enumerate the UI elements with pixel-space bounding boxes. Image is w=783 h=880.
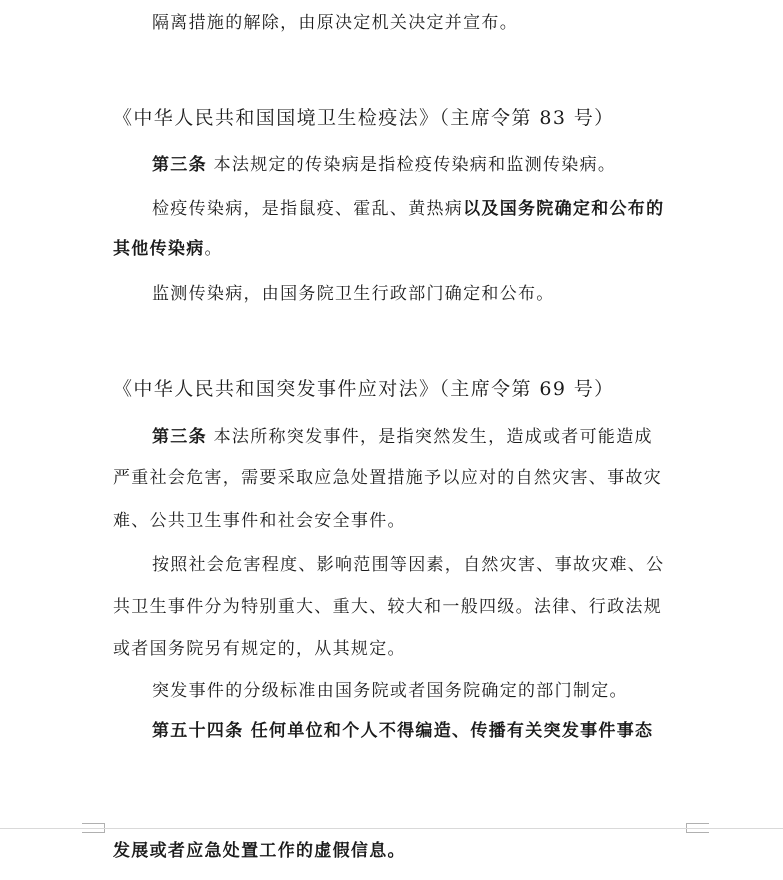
paragraph-text: 。 [204, 239, 223, 259]
paragraph-article-54: 第五十四条 任何单位和个人不得编造、传播有关突发事件事态 [152, 721, 654, 741]
paragraph-article-54-cont: 发展或者应急处置工作的虚假信息。 [113, 841, 406, 861]
paragraph-emergency-article-3 [152, 426, 704, 448]
paragraph-grading-standard: 突发事件的分级标准由国务院或者国务院确定的部门制定。 [152, 681, 628, 701]
paragraph-emergency-levels-line2: 共卫生事件分为特别重大、重大、较大和一般四级。法律、行政法规 [113, 597, 662, 617]
paragraph-quarantine-diseases-cont [113, 238, 665, 260]
paragraph-emergency-article-3-line2: 严重社会危害，需要采取应急处置措施予以应对的自然灾害、事故灾 [113, 468, 662, 488]
paragraph-bold-text: 其他传染病 [113, 239, 205, 259]
paragraph-text: 监测传染病，由国务院卫生行政部门确定和公布。 [152, 284, 555, 304]
article-label: 第三条 [152, 155, 207, 175]
paragraph-isolation-release [152, 12, 704, 34]
paragraph-emergency-levels-line3: 或者国务院另有规定的，从其规定。 [113, 639, 406, 659]
paragraph-text: 检疫传染病，是指鼠疫、霍乱、黄热病 [152, 199, 464, 219]
article-label: 第三条 [152, 427, 207, 447]
heading-quarantine-law: 《中华人民共和国国境卫生检疫法》（主席令第 83 号） [113, 107, 615, 129]
paragraph-monitored-diseases [152, 283, 704, 305]
paragraph-quarantine-article-3 [152, 154, 704, 176]
paragraph-quarantine-diseases [152, 198, 704, 220]
article-text: 本法所称突发事件，是指突然发生，造成或者可能造成 [206, 427, 653, 447]
paragraph-emergency-levels: 按照社会危害程度、影响范围等因素，自然灾害、事故灾难、公 [152, 555, 665, 575]
paragraph-emergency-article-3-line3: 难、公共卫生事件和社会安全事件。 [113, 511, 406, 531]
page-break-divider [0, 828, 783, 829]
paragraph-bold-text: 以及国务院确定和公布的 [463, 199, 665, 219]
article-text: 本法规定的传染病是指检疫传染病和监测传染病。 [206, 155, 617, 175]
heading-emergency-law: 《中华人民共和国突发事件应对法》（主席令第 69 号） [113, 378, 615, 400]
paragraph-text: 隔离措施的解除，由原决定机关决定并宣布。 [152, 13, 518, 33]
